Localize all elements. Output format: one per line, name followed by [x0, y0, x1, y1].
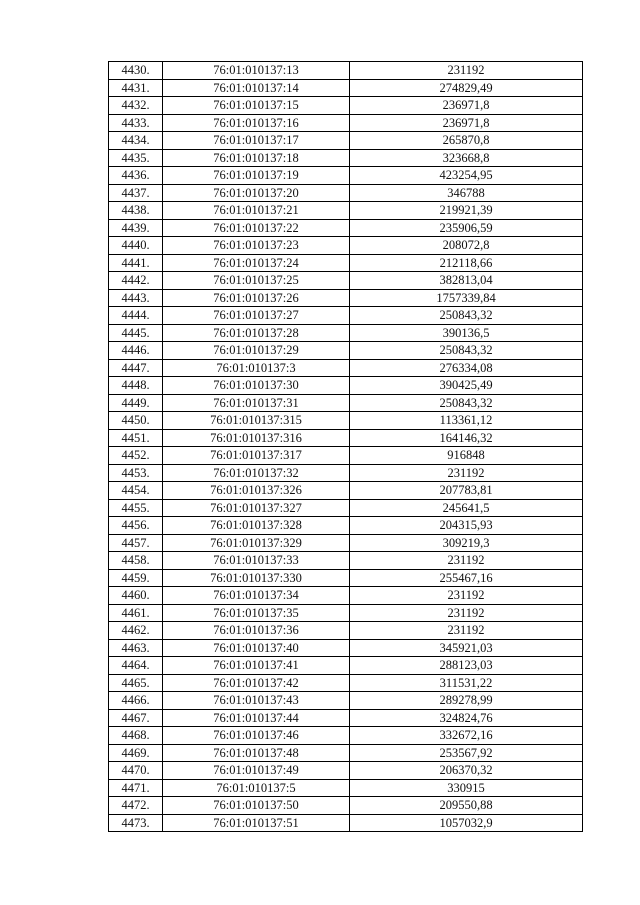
cadastral-value-table	[108, 61, 583, 832]
cadastral-number-cell: 76:01:010137:21	[163, 202, 350, 220]
row-number-cell: 4454.	[109, 482, 163, 500]
row-number-cell: 4457.	[109, 534, 163, 552]
value-cell: 164146,32	[350, 429, 583, 447]
table-row	[109, 342, 583, 360]
row-number-cell: 4434.	[109, 132, 163, 150]
row-number-cell: 4464.	[109, 657, 163, 675]
value-cell: 209550,88	[350, 797, 583, 815]
cadastral-number-cell: 76:01:010137:26	[163, 289, 350, 307]
cadastral-number-cell: 76:01:010137:34	[163, 587, 350, 605]
value-cell: 382813,04	[350, 272, 583, 290]
value-cell: 231192	[350, 62, 583, 80]
cadastral-number-cell: 76:01:010137:316	[163, 429, 350, 447]
table-row	[109, 534, 583, 552]
cadastral-number-cell: 76:01:010137:32	[163, 464, 350, 482]
value-cell: 274829,49	[350, 79, 583, 97]
cadastral-number-cell: 76:01:010137:24	[163, 254, 350, 272]
value-cell: 253567,92	[350, 744, 583, 762]
value-cell: 288123,03	[350, 657, 583, 675]
row-number-cell: 4453.	[109, 464, 163, 482]
value-cell: 236971,8	[350, 114, 583, 132]
cadastral-number-cell: 76:01:010137:14	[163, 79, 350, 97]
row-number-cell: 4471.	[109, 779, 163, 797]
row-number-cell: 4446.	[109, 342, 163, 360]
value-cell: 231192	[350, 587, 583, 605]
table-row	[109, 289, 583, 307]
row-number-cell: 4452.	[109, 447, 163, 465]
table-row	[109, 692, 583, 710]
row-number-cell: 4468.	[109, 727, 163, 745]
table-row	[109, 587, 583, 605]
value-cell: 235906,59	[350, 219, 583, 237]
table-row	[109, 797, 583, 815]
row-number-cell: 4466.	[109, 692, 163, 710]
cadastral-number-cell: 76:01:010137:3	[163, 359, 350, 377]
table-row	[109, 762, 583, 780]
table-row	[109, 569, 583, 587]
cadastral-number-cell: 76:01:010137:17	[163, 132, 350, 150]
table-row	[109, 464, 583, 482]
cadastral-number-cell: 76:01:010137:22	[163, 219, 350, 237]
row-number-cell: 4462.	[109, 622, 163, 640]
row-number-cell: 4439.	[109, 219, 163, 237]
row-number-cell: 4465.	[109, 674, 163, 692]
cadastral-number-cell: 76:01:010137:13	[163, 62, 350, 80]
cadastral-number-cell: 76:01:010137:18	[163, 149, 350, 167]
table-row	[109, 482, 583, 500]
cadastral-number-cell: 76:01:010137:5	[163, 779, 350, 797]
row-number-cell: 4450.	[109, 412, 163, 430]
cadastral-number-cell: 76:01:010137:27	[163, 307, 350, 325]
value-cell: 330915	[350, 779, 583, 797]
value-cell: 323668,8	[350, 149, 583, 167]
value-cell: 245641,5	[350, 499, 583, 517]
row-number-cell: 4443.	[109, 289, 163, 307]
cadastral-number-cell: 76:01:010137:19	[163, 167, 350, 185]
table-row	[109, 674, 583, 692]
row-number-cell: 4463.	[109, 639, 163, 657]
value-cell: 276334,08	[350, 359, 583, 377]
table-row	[109, 622, 583, 640]
value-cell: 332672,16	[350, 727, 583, 745]
cadastral-number-cell: 76:01:010137:46	[163, 727, 350, 745]
cadastral-number-cell: 76:01:010137:42	[163, 674, 350, 692]
value-cell: 231192	[350, 552, 583, 570]
row-number-cell: 4455.	[109, 499, 163, 517]
cadastral-number-cell: 76:01:010137:15	[163, 97, 350, 115]
row-number-cell: 4451.	[109, 429, 163, 447]
row-number-cell: 4472.	[109, 797, 163, 815]
row-number-cell: 4431.	[109, 79, 163, 97]
table-row	[109, 499, 583, 517]
row-number-cell: 4469.	[109, 744, 163, 762]
row-number-cell: 4458.	[109, 552, 163, 570]
cadastral-number-cell: 76:01:010137:328	[163, 517, 350, 535]
table-row	[109, 237, 583, 255]
row-number-cell: 4432.	[109, 97, 163, 115]
table-row	[109, 377, 583, 395]
table-row	[109, 394, 583, 412]
table-row	[109, 324, 583, 342]
table-row	[109, 132, 583, 150]
cadastral-number-cell: 76:01:010137:40	[163, 639, 350, 657]
table-row	[109, 307, 583, 325]
row-number-cell: 4444.	[109, 307, 163, 325]
table-body	[109, 62, 583, 832]
value-cell: 250843,32	[350, 394, 583, 412]
value-cell: 208072,8	[350, 237, 583, 255]
value-cell: 207783,81	[350, 482, 583, 500]
row-number-cell: 4433.	[109, 114, 163, 132]
row-number-cell: 4456.	[109, 517, 163, 535]
table-row	[109, 744, 583, 762]
value-cell: 231192	[350, 622, 583, 640]
table-row	[109, 114, 583, 132]
cadastral-number-cell: 76:01:010137:43	[163, 692, 350, 710]
value-cell: 423254,95	[350, 167, 583, 185]
value-cell: 255467,16	[350, 569, 583, 587]
table-row	[109, 202, 583, 220]
cadastral-number-cell: 76:01:010137:330	[163, 569, 350, 587]
value-cell: 346788	[350, 184, 583, 202]
value-cell: 390425,49	[350, 377, 583, 395]
cadastral-number-cell: 76:01:010137:49	[163, 762, 350, 780]
row-number-cell: 4442.	[109, 272, 163, 290]
table-row	[109, 97, 583, 115]
row-number-cell: 4430.	[109, 62, 163, 80]
row-number-cell: 4438.	[109, 202, 163, 220]
row-number-cell: 4470.	[109, 762, 163, 780]
cadastral-number-cell: 76:01:010137:30	[163, 377, 350, 395]
row-number-cell: 4461.	[109, 604, 163, 622]
row-number-cell: 4445.	[109, 324, 163, 342]
cadastral-number-cell: 76:01:010137:16	[163, 114, 350, 132]
value-cell: 212118,66	[350, 254, 583, 272]
row-number-cell: 4448.	[109, 377, 163, 395]
value-cell: 324824,76	[350, 709, 583, 727]
value-cell: 219921,39	[350, 202, 583, 220]
cadastral-number-cell: 76:01:010137:28	[163, 324, 350, 342]
row-number-cell: 4473.	[109, 814, 163, 832]
value-cell: 309219,3	[350, 534, 583, 552]
row-number-cell: 4467.	[109, 709, 163, 727]
table-row	[109, 412, 583, 430]
cadastral-number-cell: 76:01:010137:29	[163, 342, 350, 360]
table-row	[109, 604, 583, 622]
value-cell: 231192	[350, 604, 583, 622]
cadastral-number-cell: 76:01:010137:31	[163, 394, 350, 412]
cadastral-number-cell: 76:01:010137:35	[163, 604, 350, 622]
table-row	[109, 429, 583, 447]
row-number-cell: 4435.	[109, 149, 163, 167]
table-row	[109, 184, 583, 202]
table-row	[109, 517, 583, 535]
table-row	[109, 814, 583, 832]
cadastral-number-cell: 76:01:010137:315	[163, 412, 350, 430]
row-number-cell: 4447.	[109, 359, 163, 377]
value-cell: 289278,99	[350, 692, 583, 710]
value-cell: 250843,32	[350, 307, 583, 325]
row-number-cell: 4459.	[109, 569, 163, 587]
cadastral-number-cell: 76:01:010137:20	[163, 184, 350, 202]
table-row	[109, 709, 583, 727]
table-row	[109, 359, 583, 377]
row-number-cell: 4437.	[109, 184, 163, 202]
cadastral-number-cell: 76:01:010137:33	[163, 552, 350, 570]
cadastral-number-cell: 76:01:010137:25	[163, 272, 350, 290]
value-cell: 1757339,84	[350, 289, 583, 307]
table-row	[109, 727, 583, 745]
table-row	[109, 639, 583, 657]
value-cell: 236971,8	[350, 97, 583, 115]
row-number-cell: 4436.	[109, 167, 163, 185]
table-row	[109, 219, 583, 237]
row-number-cell: 4449.	[109, 394, 163, 412]
table-row	[109, 657, 583, 675]
value-cell: 206370,32	[350, 762, 583, 780]
value-cell: 311531,22	[350, 674, 583, 692]
table-row	[109, 447, 583, 465]
value-cell: 204315,93	[350, 517, 583, 535]
cadastral-number-cell: 76:01:010137:326	[163, 482, 350, 500]
cadastral-number-cell: 76:01:010137:41	[163, 657, 350, 675]
value-cell: 345921,03	[350, 639, 583, 657]
row-number-cell: 4441.	[109, 254, 163, 272]
cadastral-number-cell: 76:01:010137:23	[163, 237, 350, 255]
table-row	[109, 552, 583, 570]
cadastral-number-cell: 76:01:010137:50	[163, 797, 350, 815]
table-row	[109, 779, 583, 797]
cadastral-number-cell: 76:01:010137:317	[163, 447, 350, 465]
cadastral-number-cell: 76:01:010137:48	[163, 744, 350, 762]
table-row	[109, 272, 583, 290]
table-row	[109, 167, 583, 185]
value-cell: 916848	[350, 447, 583, 465]
cadastral-number-cell: 76:01:010137:329	[163, 534, 350, 552]
row-number-cell: 4460.	[109, 587, 163, 605]
cadastral-number-cell: 76:01:010137:327	[163, 499, 350, 517]
value-cell: 390136,5	[350, 324, 583, 342]
table-row	[109, 149, 583, 167]
value-cell: 250843,32	[350, 342, 583, 360]
cadastral-number-cell: 76:01:010137:51	[163, 814, 350, 832]
value-cell: 1057032,9	[350, 814, 583, 832]
table-row	[109, 79, 583, 97]
value-cell: 231192	[350, 464, 583, 482]
table-row	[109, 254, 583, 272]
value-cell: 113361,12	[350, 412, 583, 430]
value-cell: 265870,8	[350, 132, 583, 150]
cadastral-number-cell: 76:01:010137:44	[163, 709, 350, 727]
cadastral-number-cell: 76:01:010137:36	[163, 622, 350, 640]
row-number-cell: 4440.	[109, 237, 163, 255]
table-row	[109, 62, 583, 80]
